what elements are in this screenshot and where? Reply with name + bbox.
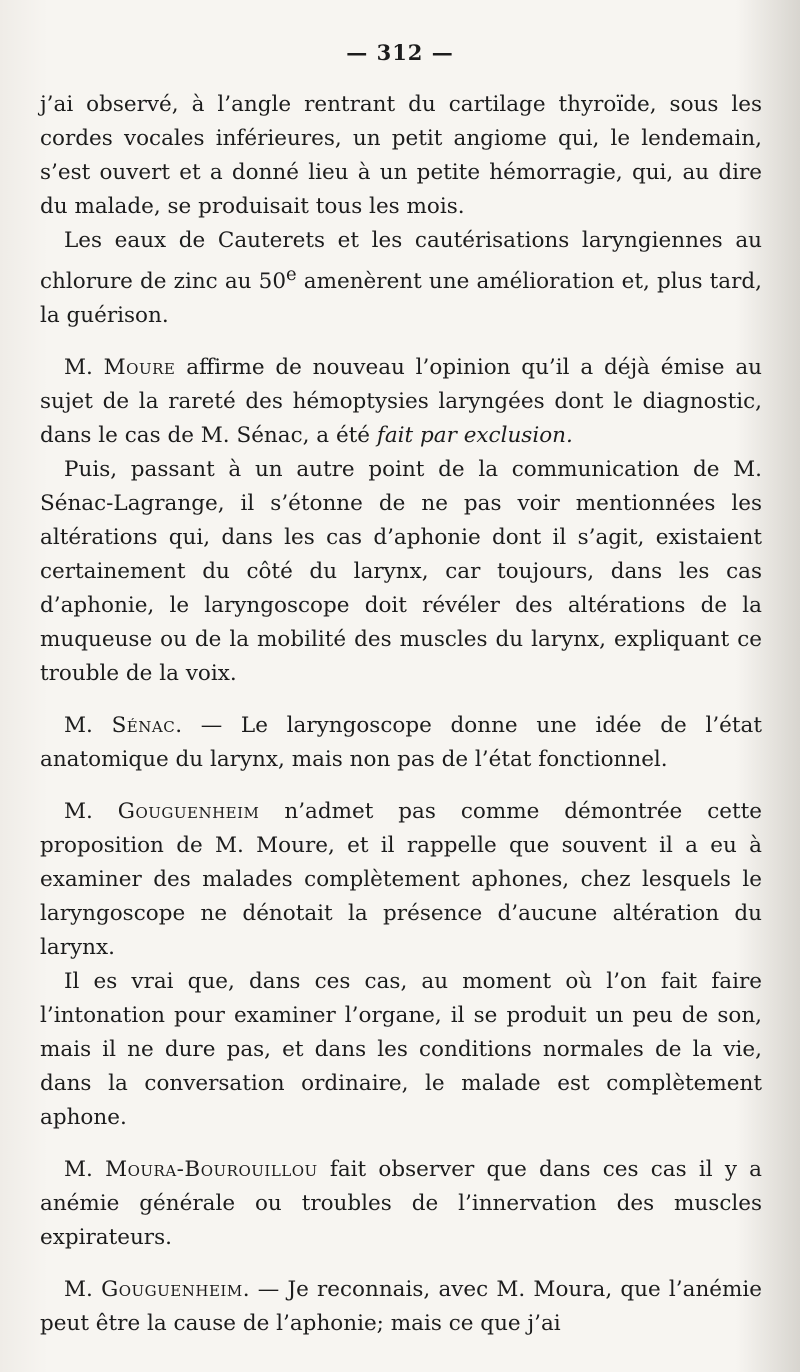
paragraph xyxy=(40,351,762,453)
text-run: n’admet pas comme démontrée cette proposition de M. Moure, et il rappelle que souvent il a eu à examiner des malades complètement aphones, chez lesquels le laryngoscope ne dénotait la présence d’aucune altération du larynx. xyxy=(40,799,762,961)
text-run: M. xyxy=(64,355,104,381)
text-run: M. xyxy=(64,1157,106,1183)
text-run: fait observer que dans ces cas il y a anémie générale ou troubles de l’innervation des muscles expirateurs. xyxy=(40,1157,762,1251)
paragraph xyxy=(40,709,762,777)
text-run: . — Le laryngoscope donne une idée de l’état anatomique du larynx, mais non pas de l’état fonctionnel. xyxy=(40,713,762,773)
text-run: Puis, passant à un autre point de la communication de M. Sénac-Lagrange, il s’étonne de ne pas voir mentionnées les altérations qui, dans les cas d’aphonie dont il s’agit, existaient certainement du côté du larynx, car toujours, dans les cas d’aphonie, le laryngoscope doit révéler des altérations de la muqueuse ou de la mobilité des muscles du larynx, expliquant ce trouble de la voix. xyxy=(40,457,762,687)
paragraph xyxy=(40,1153,762,1255)
paragraph xyxy=(40,795,762,965)
italic-phrase: fait par exclusion. xyxy=(376,423,573,449)
page-number: — 312 — xyxy=(346,40,454,65)
text-run: Les eaux de Cauterets et les cautérisations laryngiennes au chlorure de zinc au 50 xyxy=(40,228,762,295)
text-run: M. xyxy=(64,799,118,825)
paragraph xyxy=(40,453,762,691)
speaker-name: Sénac xyxy=(111,713,176,739)
text-run: M. xyxy=(64,1277,102,1303)
paragraph xyxy=(40,224,762,333)
speaker-name: Gouguenheim xyxy=(101,1277,243,1303)
speaker-name: Moura-Bourouillou xyxy=(105,1157,318,1183)
page-body xyxy=(40,88,762,1341)
text-run: j’ai observé, à l’angle rentrant du cartilage thyroïde, sous les cordes vocales inférieures, un petit angiome qui, le lendemain, s’est ouvert et a donné lieu à un petite hémorragie, qui, au dire du malade, se produisait tous les mois. xyxy=(40,92,762,219)
text-run: Il es vrai que, dans ces cas, au moment où l’on fait faire l’intonation pour examiner l’organe, il se produit un peu de son, mais il ne dure pas, et dans les conditions normales de la vie, dans la conversation ordinaire, le malade est complètement aphone. xyxy=(40,969,762,1131)
text-run: affirme de nouveau l’opinion qu’il a déjà émise au sujet de la rareté des hémoptysies laryngées dont le diagnostic, dans le cas de M. Sénac, a été xyxy=(40,355,762,449)
text-run: amenèrent une amélioration et, plus tard, la guérison. xyxy=(40,269,762,329)
text-run: . — Je reconnais, avec M. Moura, que l’anémie peut être la cause de l’aphonie; mais ce que j’ai xyxy=(40,1277,763,1337)
paragraph xyxy=(40,88,762,224)
speaker-name: Moure xyxy=(103,355,176,381)
paragraph xyxy=(40,965,762,1135)
text-run: M. xyxy=(64,713,112,739)
speaker-name: Gouguenheim xyxy=(117,799,260,825)
paragraph xyxy=(40,1273,762,1341)
superscript: e xyxy=(286,264,297,285)
